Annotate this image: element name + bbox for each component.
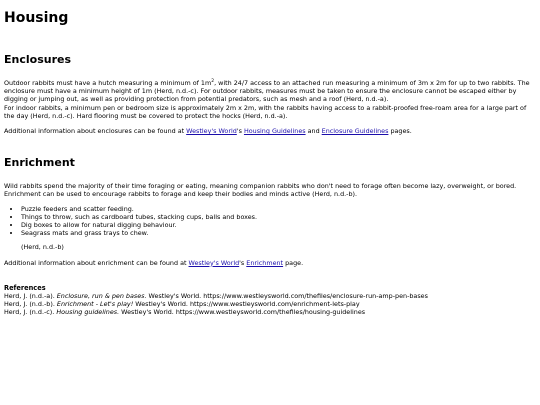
reference-source: Westley's World. https://www.westleysworld.com/thefiles/housing-guidelines: [119, 308, 366, 317]
enclosures-paragraph-outdoor: [4, 79, 536, 104]
reference-title: Housing guidelines.: [56, 308, 120, 317]
housing-guidelines-link[interactable]: Housing Guidelines: [243, 127, 306, 136]
enclosure-guidelines-link[interactable]: Enclosure Guidelines: [321, 127, 389, 136]
reference-author: Herd, J. (n.d.-c).: [4, 308, 57, 317]
westleys-world-link[interactable]: Westley's World: [188, 258, 240, 267]
reference-title: Enclosure, run & pen bases.: [56, 292, 147, 301]
list-item: • Puzzle feeders and scatter feeding.: [21, 205, 536, 213]
enclosures-additional-info: [4, 127, 536, 135]
reference-source: Westley's World. https://www.westleysworld.com/enrichment-lets-play: [133, 300, 360, 309]
westleys-world-link[interactable]: Westley's World: [186, 127, 237, 136]
reference-source: Westley's World. https://www.westleysworld.com/thefiles/enclosure-run-amp-pen-bases: [146, 292, 428, 301]
enrichment-section: [4, 156, 536, 267]
references-section: [4, 284, 536, 317]
list-item: • Things to throw, such as cardboard tubes, stacking cups, balls and boxes.: [21, 213, 536, 221]
enrichment-addl-mid: 's: [239, 258, 247, 267]
enclosures-outdoor-text-b: , with 24/7 access to an attached run measuring a minimum of 3m x 2m for up to two rabbits. The enclosure must have a minimum height of 1m (Herd, n.d.-c). For outdoor rabbits, measures must be taken to ensure the enclosure cannot be escaped either by digging or jumping out, as well as providing protection from potential predators, such as mesh and a roof (Herd, n.d.-a).: [4, 79, 530, 104]
square-superscript: 2: [211, 78, 215, 84]
reference-author: Herd, J. (n.d.-a).: [4, 292, 57, 301]
enclosures-heading: Enclosures: [4, 53, 72, 66]
enrichment-additional-info: [4, 259, 536, 267]
enrichment-addl-pre: Additional information about enrichment can be found at: [4, 258, 189, 267]
enclosures-addl-pre: Additional information about enclosures can be found at: [4, 127, 187, 136]
list-item: • Seagrass mats and grass trays to chew.: [21, 229, 536, 237]
enrichment-link[interactable]: Enrichment: [246, 258, 284, 267]
enclosures-addl-mid1: 's: [236, 127, 244, 136]
references-heading: References: [4, 283, 46, 292]
enclosures-section: [4, 53, 536, 135]
reference-entry: [4, 292, 536, 300]
list-item: • Dig boxes to allow for natural digging behaviour.: [21, 221, 536, 229]
reference-author: Herd, J. (n.d.-b).: [4, 300, 57, 309]
enrichment-citation: (Herd, n.d.-b): [21, 243, 64, 252]
enclosures-paragraph-indoor: For indoor rabbits, a minimum pen or bedroom size is approximately 2m x 2m, with the rabbits having access to a rabbit-proofed free-roam area for a large part of the day (Herd, n.d.-c). Hard flooring must be covered to protect the hocks (Herd, n.d.-a).: [4, 103, 527, 120]
enrichment-list: [4, 205, 536, 238]
enrichment-paragraph: Wild rabbits spend the majority of their time foraging or eating, meaning companion rabbits who don't need to forage often become lazy, overweight, or bored. Enrichment can be used to encourage rabbits to forage and keep their bodies and minds active (Herd, n.d.-b).: [4, 182, 517, 199]
enclosures-addl-mid2: and: [305, 127, 322, 136]
enclosures-addl-post: pages.: [388, 127, 412, 136]
reference-entry: [4, 300, 536, 308]
reference-entry: [4, 308, 536, 316]
enclosures-outdoor-text-a: Outdoor rabbits must have a hutch measuring a minimum of 1m: [4, 79, 212, 87]
enrichment-addl-post: page.: [283, 258, 304, 267]
page-title: Housing: [4, 10, 69, 26]
reference-title: Enrichment - Let's play!: [56, 300, 134, 309]
enrichment-heading: Enrichment: [4, 156, 75, 170]
